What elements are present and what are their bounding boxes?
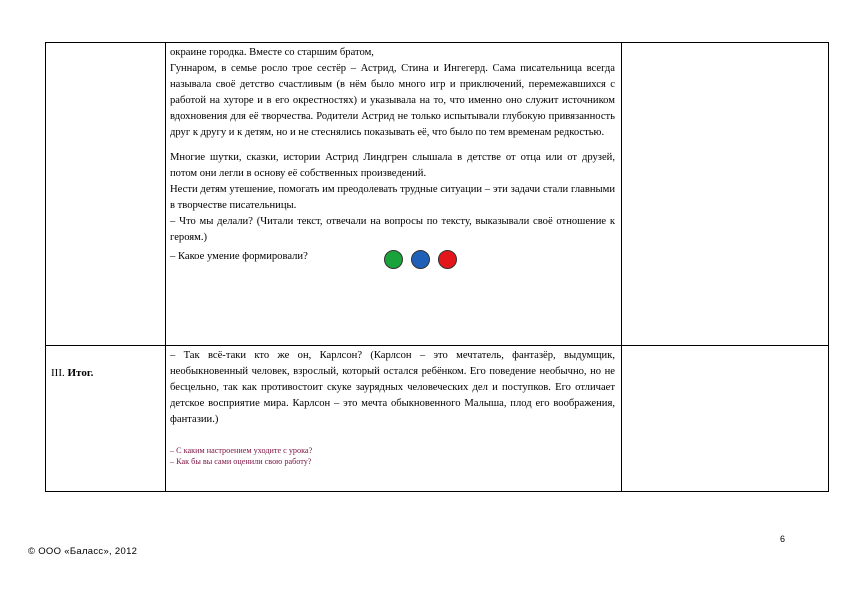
stage-label [46,346,165,379]
content-cell [166,346,622,492]
blue-circle-icon [411,250,430,269]
paragraph: – Какое умение формировали? [170,251,308,263]
green-circle-icon [384,250,403,269]
paragraph: – Так всё-таки кто же он, Карлсон? (Карлсон – это мечтатель, фантазёр, выдумщик, необыкновенный человек, взрослый, который остался ребёнком. Его поведение необычно, но не бесцельно, так как противостоит скуке заурядных человеческих дел и поступков. Его отличает детское восприятие мира. Карлсон – это мечта обыкновенного Малыша, плод его воображения, фантазии.) [170,350,615,425]
red-circle-icon [438,250,457,269]
paragraph: окраине городка. Вместе со старшим братом, [170,47,374,58]
content-text [166,43,621,269]
stage-title: Итог. [67,367,94,379]
content-text [166,346,621,467]
notes-cell [622,346,829,492]
notes-cell [622,43,829,346]
color-dots [384,250,457,269]
page-number: 6 [780,534,786,544]
paragraph: Нести детям утешение, помогать им преодолевать трудные ситуации – эти задачи стали главными в творчестве писательницы. [170,184,615,212]
stage-cell [46,346,166,492]
question: – С каким настроением уходите с урока? [170,445,313,455]
content-cell [166,43,622,346]
stage-cell [46,43,166,346]
table-row [46,43,829,346]
lesson-table [45,42,829,492]
question: – Как бы вы сами оценили свою работу? [170,456,312,466]
paragraph: – Что мы делали? (Читали текст, отвечали на вопросы по тексту, выказывали своё отношение к героям.) [170,216,615,243]
stage-number: III. [51,367,68,379]
copyright: © ООО «Баласс», 2012 [28,546,138,557]
paragraph: Гуннаром, в семье росло трое сестёр – Астрид, Стина и Ингегерд. Сама писательница всегда называла своё детство счастливым (в нём было много игр и приключений, перемежавшихся с работой на хуторе и в его окрестностях) и указывала на то, что именно оно служит источником вдохновения для её творчества. Родители Астрид не только испытывали глубокую привязанность друг к другу и к детям, но и не стеснялись показывать её, что было по тем временам редкостью. [170,62,615,138]
paragraph: Многие шутки, сказки, истории Астрид Линдгрен слышала в детстве от отца или от друзей, потом они легли в основу её собственных произведений. [170,152,615,180]
table-row [46,346,829,492]
